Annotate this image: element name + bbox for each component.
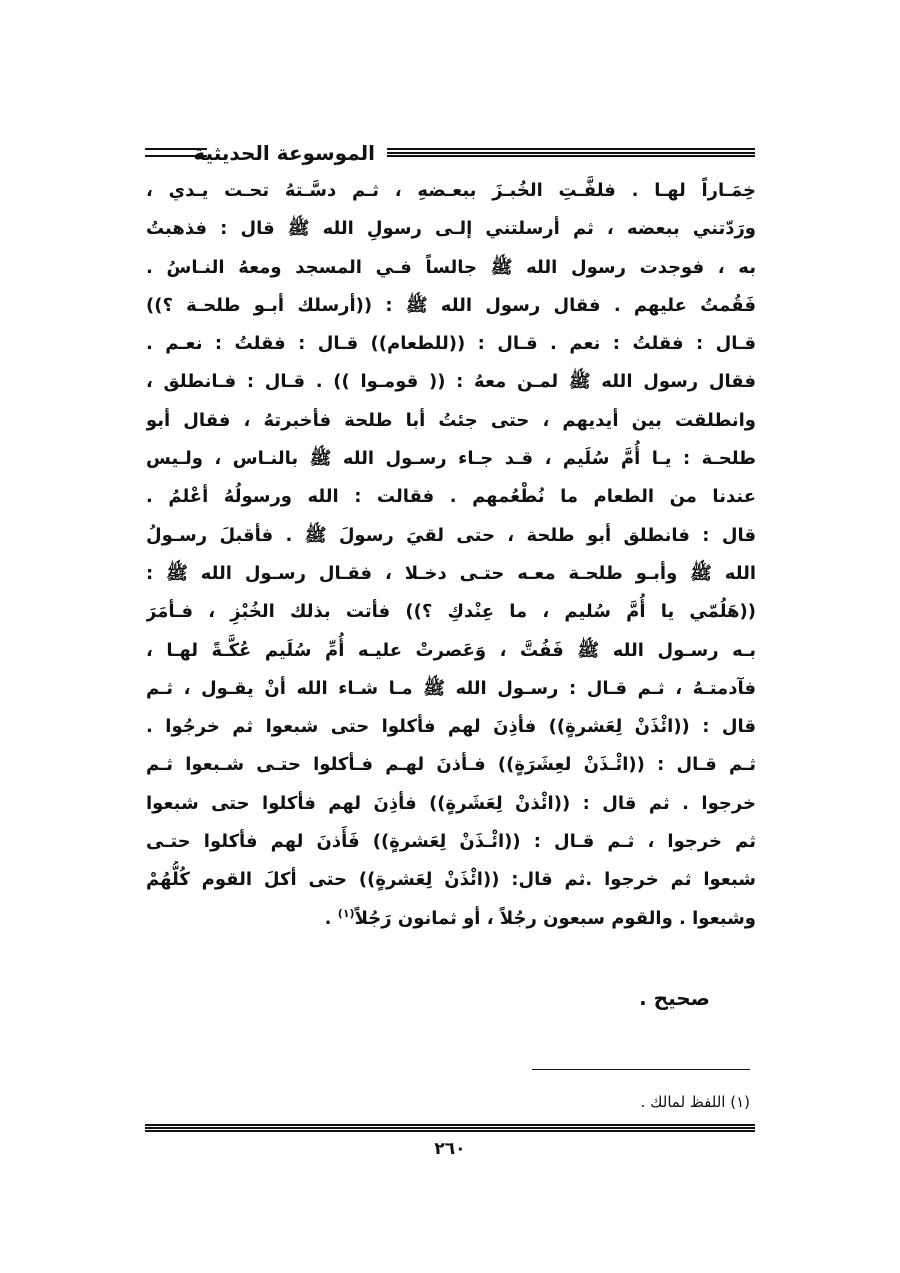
- header-title: الموسوعة الحديثية: [193, 141, 375, 165]
- text-line: قال : فانطلق أبو طلحة ، حتى لقيَ رسولَ ﷺ . فأقبلَ رسـولُ: [146, 524, 756, 546]
- page-number: ٢٦٠: [434, 1139, 466, 1159]
- text-line: طلحـة : يـا أُمَّ سُلَيم ، قـد جـاء رسـول الله ﷺ بالنـاس ، ولـيس: [146, 448, 756, 470]
- text-line: خرجوا . ثم قال : ((ائْذنْ لِعَشَرةٍ)) فأذِنَ لهم فأكلوا حتى شبعوا: [146, 792, 756, 814]
- text-line: الله ﷺ وأبـو طلحـة معـه حتـى دخـلا ، فقـال رسـول الله ﷺ :: [146, 562, 756, 584]
- text-line: ورَدّتني ببعضه ، ثم أرسلتني إلـى رسولِ الله ﷺ قال : فذهبتُ: [146, 218, 756, 240]
- text-line: قال : ((ائْذَنْ لِعَشرةٍ)) فأذِنَ لهم فأكلوا حتى شبعوا ثم خرجُوا .: [146, 716, 756, 738]
- header-rule-right: [387, 148, 755, 157]
- text-line: بـه رسـول الله ﷺ فَفُتَّ ، وَعَصرتْ عليـه أُمِّ سُلَيم عُكَّـةً لهـا ،: [146, 639, 756, 661]
- text-line: فقال رسول الله ﷺ لمـن معهُ : (( قومـوا )) . قـال : فـانطلق ،: [146, 371, 756, 393]
- hadith-text: [146, 172, 756, 938]
- footnote: (١) اللفظ لمالك .: [640, 1093, 750, 1111]
- text-line-last-content: وشبعوا . والقوم سبعون رجُلاً ، أو ثمانون رَجُلاً: [354, 907, 756, 929]
- running-header: [145, 140, 755, 168]
- footer-rule: [145, 1124, 755, 1132]
- text-line: ((هَلُمّي يا أُمَّ سُليم ، ما عِنْدكِ ؟)) فأتت بذلك الخُبْزِ ، فـأمَرَ: [146, 601, 756, 623]
- footnote-marker: (١): [337, 906, 355, 920]
- footnote-separator: [532, 1069, 750, 1070]
- text-line: وانطلقت بين أيديهم ، حتى جئتُ أبا طلحة فأخبرتهُ ، فقال أبو: [146, 409, 756, 431]
- text-line: قـال : فقلتُ : نعم . قـال : ((للطعام)) قـال : فقلتُ : نعـم .: [146, 333, 756, 355]
- header-rule-left: [145, 148, 207, 157]
- text-line: به ، فوجدت رسول الله ﷺ جالساً فـي المسجد ومعهُ النـاسُ .: [146, 256, 756, 278]
- text-line-last-end: .: [324, 907, 338, 929]
- text-line: شبعوا ثم خرجوا .ثم قال: ((ائْذَنْ لِعَشرةٍ)) حتى أكلَ القوم كُلُّهُمْ: [146, 869, 756, 891]
- text-line: ثـم قـال : ((ائْـذَنْ لعِشَرَةٍ)) فـأذنَ لهـم فـأكلوا حتـى شـبعوا ثـم: [146, 754, 756, 776]
- text-line: فآدمتـهُ ، ثـم قـال : رسـول الله ﷺ مـا شـاء الله أنْ يقـول ، ثـم: [146, 677, 756, 699]
- text-line: ثم خرجوا ، ثـم قـال : ((ائْـذَنْ لِعَشرةٍ)) فَأَذنَ لهم فأكلوا حتـى: [146, 831, 756, 853]
- text-line-last: [146, 900, 756, 938]
- text-line: خِمَـاراً لهـا . فلفَّـتِ الخُبـزَ ببعـضهِ ، ثـم دسَّـتهُ تحـت يـدي ،: [146, 180, 756, 201]
- text-line: عندنا من الطعام ما نُطْعُمهم . فقالت : الله ورسولُهُ أعْلمُ .: [146, 486, 756, 508]
- text-line: فَقُمتُ عليهم . فقال رسول الله ﷺ : ((أرسلك أبـو طلحـة ؟)): [146, 294, 756, 316]
- hadith-grade: صحيح .: [639, 986, 710, 1010]
